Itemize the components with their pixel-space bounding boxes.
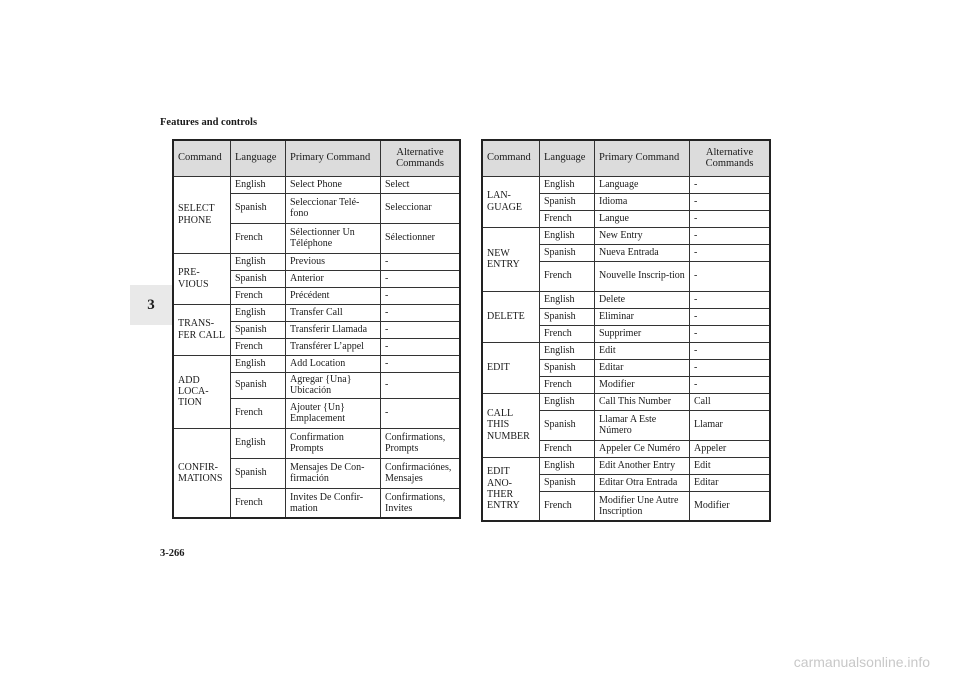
command-cell: TRANS-FER CALL	[173, 304, 231, 355]
alternative-command-cell: -	[381, 355, 461, 372]
table-header-row	[482, 140, 770, 176]
table-row	[173, 304, 460, 321]
language-cell: French	[540, 210, 595, 227]
primary-command-cell: Edit Another Entry	[595, 457, 690, 474]
primary-command-cell: Modifier Une Autre Inscription	[595, 491, 690, 521]
primary-command-cell: Anterior	[286, 270, 381, 287]
table-row	[482, 457, 770, 474]
primary-command-cell: Confirmation Prompts	[286, 428, 381, 458]
page-number: 3-266	[160, 548, 185, 559]
col-primary: Primary Command	[595, 140, 690, 176]
alternative-command-cell: -	[381, 253, 461, 270]
primary-command-cell: Modifier	[595, 376, 690, 393]
language-cell: English	[540, 342, 595, 359]
language-cell: French	[231, 338, 286, 355]
primary-command-cell: Idioma	[595, 193, 690, 210]
alternative-command-cell: Sélectionner	[381, 223, 461, 253]
commands-table-right	[481, 139, 771, 522]
language-cell: French	[540, 491, 595, 521]
alternative-command-cell: Appeler	[690, 440, 771, 457]
alternative-command-cell: Confirmations, Invites	[381, 488, 461, 518]
primary-command-cell: New Entry	[595, 227, 690, 244]
alternative-command-cell: -	[381, 270, 461, 287]
col-language: Language	[231, 140, 286, 176]
language-cell: English	[231, 304, 286, 321]
primary-command-cell: Select Phone	[286, 176, 381, 193]
language-cell: English	[540, 176, 595, 193]
command-cell: NEW ENTRY	[482, 227, 540, 291]
alternative-command-cell: -	[381, 398, 461, 428]
language-cell: Spanish	[540, 308, 595, 325]
command-cell: PRE-VIOUS	[173, 253, 231, 304]
primary-command-cell: Call This Number	[595, 393, 690, 410]
table-row	[173, 176, 460, 193]
command-cell: LAN-GUAGE	[482, 176, 540, 227]
primary-command-cell: Edit	[595, 342, 690, 359]
primary-command-cell: Transfer Call	[286, 304, 381, 321]
primary-command-cell: Previous	[286, 253, 381, 270]
primary-command-cell: Ajouter {Un} Emplacement	[286, 398, 381, 428]
col-command: Command	[173, 140, 231, 176]
alternative-command-cell: -	[690, 261, 771, 291]
primary-command-cell: Mensajes De Con-firmación	[286, 458, 381, 488]
table-row	[482, 393, 770, 410]
language-cell: Spanish	[540, 410, 595, 440]
language-cell: French	[540, 440, 595, 457]
alternative-command-cell: -	[690, 227, 771, 244]
table-row	[482, 342, 770, 359]
language-cell: Spanish	[231, 372, 286, 398]
alternative-command-cell: Editar	[690, 474, 771, 491]
language-cell: English	[231, 253, 286, 270]
alternative-command-cell: -	[381, 287, 461, 304]
table-row	[173, 253, 460, 270]
language-cell: English	[540, 457, 595, 474]
primary-command-cell: Appeler Ce Numéro	[595, 440, 690, 457]
language-cell: Spanish	[540, 474, 595, 491]
alternative-command-cell: -	[690, 176, 771, 193]
command-cell: SELECT PHONE	[173, 176, 231, 253]
primary-command-cell: Editar Otra Entrada	[595, 474, 690, 491]
language-cell: French	[231, 287, 286, 304]
primary-command-cell: Nouvelle Inscrip-tion	[595, 261, 690, 291]
command-cell: EDIT ANO-THER ENTRY	[482, 457, 540, 521]
language-cell: French	[231, 488, 286, 518]
col-language: Language	[540, 140, 595, 176]
chapter-tab: 3	[130, 285, 172, 325]
col-primary: Primary Command	[286, 140, 381, 176]
alternative-command-cell: -	[381, 338, 461, 355]
primary-command-cell: Invites De Confir-mation	[286, 488, 381, 518]
alternative-command-cell: -	[690, 359, 771, 376]
alternative-command-cell: -	[690, 244, 771, 261]
primary-command-cell: Transferir Llamada	[286, 321, 381, 338]
alternative-command-cell: Llamar	[690, 410, 771, 440]
command-cell: CALL THIS NUMBER	[482, 393, 540, 457]
language-cell: Spanish	[540, 359, 595, 376]
primary-command-cell: Eliminar	[595, 308, 690, 325]
language-cell: Spanish	[231, 193, 286, 223]
command-cell: ADD LOCA-TION	[173, 355, 231, 428]
table-row	[482, 176, 770, 193]
language-cell: English	[540, 393, 595, 410]
primary-command-cell: Editar	[595, 359, 690, 376]
alternative-command-cell: Edit	[690, 457, 771, 474]
watermark: carmanualsonline.info	[793, 654, 930, 670]
language-cell: Spanish	[231, 270, 286, 287]
primary-command-cell: Sélectionner Un Téléphone	[286, 223, 381, 253]
primary-command-cell: Transférer L’appel	[286, 338, 381, 355]
page-header: Features and controls	[160, 117, 258, 128]
primary-command-cell: Language	[595, 176, 690, 193]
alternative-command-cell: -	[690, 325, 771, 342]
table-header-row	[173, 140, 460, 176]
alternative-command-cell: Confirmations, Prompts	[381, 428, 461, 458]
alternative-command-cell: Confirmaciónes, Mensajes	[381, 458, 461, 488]
language-cell: Spanish	[231, 321, 286, 338]
alternative-command-cell: -	[381, 304, 461, 321]
alternative-command-cell: -	[381, 321, 461, 338]
col-command: Command	[482, 140, 540, 176]
primary-command-cell: Delete	[595, 291, 690, 308]
primary-command-cell: Langue	[595, 210, 690, 227]
language-cell: French	[540, 261, 595, 291]
command-cell: EDIT	[482, 342, 540, 393]
alternative-command-cell: -	[381, 372, 461, 398]
table-row	[173, 355, 460, 372]
primary-command-cell: Seleccionar Telé-fono	[286, 193, 381, 223]
table-row	[482, 227, 770, 244]
language-cell: Spanish	[540, 193, 595, 210]
alternative-command-cell: -	[690, 291, 771, 308]
col-alternative: Alternative Commands	[690, 140, 771, 176]
alternative-command-cell: Select	[381, 176, 461, 193]
language-cell: Spanish	[540, 244, 595, 261]
primary-command-cell: Add Location	[286, 355, 381, 372]
primary-command-cell: Nueva Entrada	[595, 244, 690, 261]
alternative-command-cell: -	[690, 308, 771, 325]
primary-command-cell: Llamar A Este Número	[595, 410, 690, 440]
language-cell: French	[540, 325, 595, 342]
alternative-command-cell: -	[690, 193, 771, 210]
language-cell: French	[540, 376, 595, 393]
language-cell: Spanish	[231, 458, 286, 488]
language-cell: English	[540, 227, 595, 244]
language-cell: English	[231, 428, 286, 458]
language-cell: English	[231, 355, 286, 372]
alternative-command-cell: -	[690, 342, 771, 359]
language-cell: English	[540, 291, 595, 308]
alternative-command-cell: -	[690, 376, 771, 393]
language-cell: English	[231, 176, 286, 193]
alternative-command-cell: Call	[690, 393, 771, 410]
col-alternative: Alternative Commands	[381, 140, 461, 176]
primary-command-cell: Précédent	[286, 287, 381, 304]
commands-table-left	[172, 139, 461, 519]
alternative-command-cell: Modifier	[690, 491, 771, 521]
primary-command-cell: Agregar {Una} Ubicación	[286, 372, 381, 398]
command-cell: CONFIR-MATIONS	[173, 428, 231, 518]
language-cell: French	[231, 398, 286, 428]
table-row	[482, 291, 770, 308]
language-cell: French	[231, 223, 286, 253]
command-cell: DELETE	[482, 291, 540, 342]
primary-command-cell: Supprimer	[595, 325, 690, 342]
alternative-command-cell: -	[690, 210, 771, 227]
table-row	[173, 428, 460, 458]
alternative-command-cell: Seleccionar	[381, 193, 461, 223]
